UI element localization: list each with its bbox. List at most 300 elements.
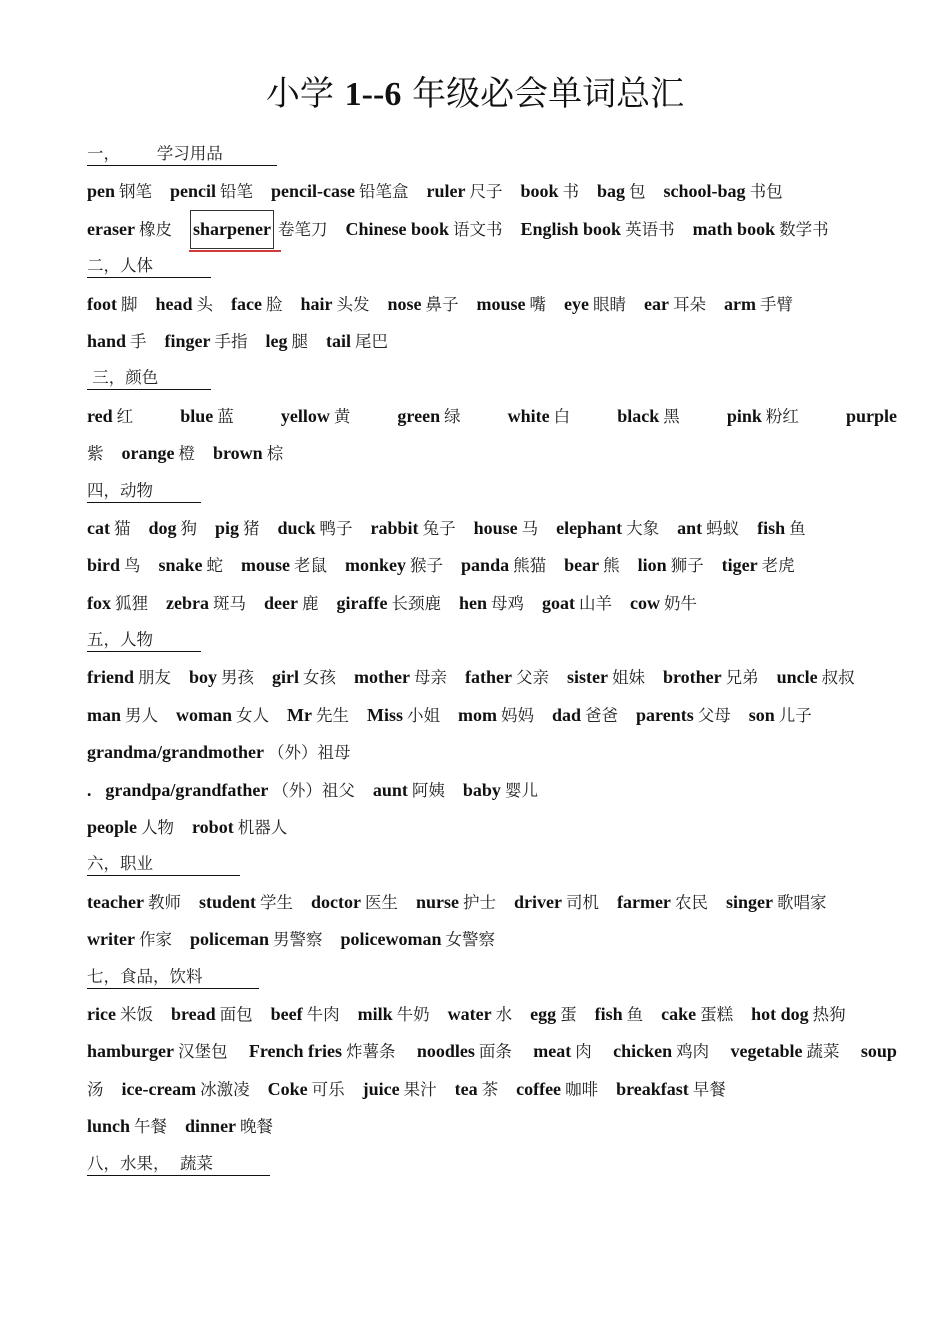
english-word: Chinese book	[345, 218, 449, 239]
english-word: foot	[87, 293, 117, 314]
section-heading-line	[87, 959, 897, 996]
vocab-entry	[595, 996, 644, 1033]
section-heading: 七，食品，饮料	[87, 966, 259, 989]
chinese-meaning: 蚂蚁	[706, 518, 740, 538]
english-word: ruler	[426, 181, 466, 202]
english-word: blue	[180, 405, 214, 426]
section-heading-line	[87, 1146, 897, 1183]
vocab-line	[87, 772, 897, 809]
english-word: cow	[629, 592, 660, 613]
chinese-meaning: 学生	[259, 892, 293, 912]
vocab-entry	[266, 323, 309, 360]
chinese-meaning: 咖啡	[565, 1079, 599, 1099]
vocab-entry	[638, 547, 704, 584]
english-word: hamburger	[87, 1041, 174, 1062]
english-word: meat	[533, 1041, 572, 1062]
english-word: head	[155, 293, 193, 314]
english-word: bag	[597, 181, 626, 202]
vocab-line	[87, 211, 897, 248]
english-word: mouse	[241, 555, 291, 576]
section-heading: 四，动物	[87, 480, 201, 503]
english-word: bear	[564, 555, 600, 576]
vocab-line	[87, 921, 897, 958]
section-heading: 一， 学习用品	[87, 143, 277, 166]
section-heading-line	[87, 473, 897, 510]
chinese-meaning: 书包	[749, 182, 783, 202]
english-word: noodles	[416, 1041, 475, 1062]
vocab-entry	[87, 547, 141, 584]
vocab-entry	[777, 659, 855, 696]
english-word: writer	[87, 929, 135, 950]
chinese-meaning: 狗	[180, 518, 197, 538]
chinese-meaning: 晚餐	[240, 1117, 274, 1137]
vocab-line	[87, 173, 897, 210]
vocab-entry	[617, 884, 708, 921]
vocab-entry	[644, 286, 706, 323]
chinese-meaning: 手臂	[759, 294, 793, 314]
chinese-meaning: 蛋	[560, 1004, 577, 1024]
english-word: fish	[757, 517, 786, 538]
english-word: policewoman	[340, 929, 442, 950]
english-word: student	[198, 891, 256, 912]
english-word: mother	[354, 667, 410, 688]
chinese-meaning: 猪	[243, 518, 260, 538]
vocab-entry	[617, 398, 680, 435]
english-word: tea	[454, 1078, 478, 1099]
vocab-entry	[87, 286, 138, 323]
chinese-meaning: 长颈鹿	[391, 593, 441, 613]
chinese-meaning: 卷笔刀	[277, 219, 328, 239]
vocab-line	[87, 1071, 897, 1108]
english-word: fish	[594, 1003, 623, 1024]
chinese-meaning: 红	[116, 406, 134, 426]
section-heading: 八，水果， 蔬菜	[87, 1153, 270, 1176]
vocab-entry	[616, 1071, 726, 1108]
vocab-entry	[455, 1071, 498, 1108]
vocab-entry	[87, 398, 133, 435]
vocab-entry	[278, 510, 353, 547]
vocab-entry	[861, 1033, 897, 1070]
english-word: milk	[357, 1003, 393, 1024]
chinese-meaning: 儿子	[778, 705, 812, 725]
vocab-entry	[105, 772, 355, 809]
chinese-meaning: 大象	[626, 518, 660, 538]
vocab-entry	[271, 173, 408, 210]
selected-word-highlight: sharpener	[190, 210, 274, 249]
chinese-meaning: 鸟	[124, 556, 141, 576]
chinese-meaning: 炸薯条	[346, 1042, 396, 1062]
vocab-entry	[542, 585, 612, 622]
chinese-meaning: 山羊	[578, 593, 612, 613]
chinese-meaning: 蔬菜	[806, 1042, 840, 1062]
english-word: mouse	[476, 293, 526, 314]
chinese-meaning: 熊猫	[513, 556, 547, 576]
chinese-meaning: 书	[562, 182, 580, 202]
english-word: grandpa/grandfather	[105, 779, 269, 800]
chinese-meaning: 医生	[364, 892, 398, 912]
vocab-entry	[271, 996, 340, 1033]
english-word: dog	[148, 517, 177, 538]
vocab-entry	[459, 585, 524, 622]
english-word: son	[748, 704, 775, 725]
chinese-meaning: 男人	[125, 705, 159, 725]
chinese-meaning: 眼睛	[593, 294, 627, 314]
chinese-meaning: 蛇	[206, 556, 224, 576]
english-word: water	[447, 1003, 492, 1024]
vocab-entry	[636, 697, 731, 734]
vocab-entry	[170, 173, 253, 210]
vocab-line	[87, 884, 897, 921]
chinese-meaning: （外）祖父	[272, 780, 355, 800]
english-word: elephant	[556, 517, 623, 538]
chinese-meaning: 男警察	[272, 930, 323, 950]
vocab-entry	[661, 996, 733, 1033]
vocab-entry	[461, 547, 546, 584]
english-word: pink	[726, 405, 762, 426]
chinese-meaning: 钢笔	[119, 182, 153, 202]
english-word: beef	[270, 1003, 303, 1024]
vocab-entry	[530, 996, 577, 1033]
vocab-entry	[311, 884, 398, 921]
english-word: snake	[158, 555, 203, 576]
vocab-line	[87, 659, 897, 696]
english-word: robot	[192, 817, 234, 838]
chinese-meaning: 朋友	[138, 668, 171, 688]
english-word: duck	[277, 517, 316, 538]
chinese-meaning: 紫	[87, 444, 104, 464]
english-word: Mr	[287, 704, 313, 725]
english-word: sister	[566, 667, 608, 688]
chinese-meaning: 机器人	[237, 818, 288, 838]
english-word: father	[465, 667, 512, 688]
english-word: arm	[724, 293, 756, 314]
section-heading-line	[87, 136, 897, 173]
vocab-entry	[516, 1071, 598, 1108]
chinese-meaning: 作家	[138, 930, 172, 950]
english-word: doctor	[310, 891, 361, 912]
chinese-meaning: 奶牛	[663, 593, 697, 613]
vocab-line	[87, 809, 897, 846]
vocab-line	[87, 734, 897, 771]
chinese-meaning: 牛奶	[396, 1004, 430, 1024]
chinese-meaning: 猴子	[410, 556, 444, 576]
vocab-entry	[508, 398, 571, 435]
vocab-entry	[427, 173, 503, 210]
english-word: pencil-case	[271, 181, 356, 202]
vocab-entry	[190, 210, 328, 249]
chinese-meaning: 语文书	[453, 219, 503, 239]
vocab-entry	[340, 921, 495, 958]
vocab-entry	[87, 809, 174, 846]
english-word: Coke	[267, 1078, 308, 1099]
vocab-entry	[215, 510, 260, 547]
vocab-entry	[564, 547, 620, 584]
vocab-entry	[474, 510, 539, 547]
english-word: rabbit	[370, 517, 419, 538]
chinese-meaning: 老鼠	[294, 556, 328, 576]
vocab-entry	[301, 286, 370, 323]
vocab-line	[87, 697, 897, 734]
chinese-meaning: 爸爸	[585, 705, 619, 725]
chinese-meaning: 鱼	[789, 518, 806, 538]
title-grade-range: 1--6	[344, 76, 402, 113]
chinese-meaning: 父亲	[515, 668, 549, 688]
vocab-entry	[213, 435, 283, 472]
vocab-entry	[159, 547, 224, 584]
chinese-meaning: 绿	[444, 406, 461, 426]
vocab-entry	[249, 1033, 396, 1070]
chinese-meaning: 手	[130, 331, 147, 351]
vocab-entry	[87, 510, 130, 547]
vocab-entry	[726, 884, 827, 921]
english-word: school-bag	[663, 181, 746, 202]
chinese-meaning: 午餐	[134, 1117, 168, 1137]
vocab-entry	[171, 996, 253, 1033]
chinese-meaning: 果汁	[403, 1079, 437, 1099]
chinese-meaning: （外）祖母	[268, 743, 351, 763]
vocab-entry	[533, 1033, 591, 1070]
english-word: fox	[87, 592, 111, 613]
vocab-entry	[597, 173, 646, 210]
english-word: goat	[541, 592, 575, 613]
vocab-entry	[231, 286, 282, 323]
chinese-meaning: 鱼	[626, 1004, 644, 1024]
english-word: breakfast	[616, 1078, 689, 1099]
vocab-entry	[751, 996, 846, 1033]
english-word: brother	[662, 667, 722, 688]
chinese-meaning: 老虎	[761, 556, 795, 576]
vocab-entry	[87, 1033, 228, 1070]
english-word: yellow	[280, 405, 330, 426]
vocab-entry	[354, 659, 447, 696]
vocab-entry	[677, 510, 739, 547]
chinese-meaning: 司机	[565, 892, 599, 912]
vocab-entry	[388, 286, 459, 323]
chinese-meaning: 棕	[266, 444, 284, 464]
chinese-meaning: 热狗	[812, 1004, 846, 1024]
english-word: aunt	[372, 779, 408, 800]
english-word: driver	[513, 891, 562, 912]
english-word: ear	[644, 293, 669, 314]
chinese-meaning: 蛋糕	[700, 1004, 734, 1024]
vocab-entry	[727, 398, 799, 435]
chinese-meaning: 橙	[178, 444, 195, 464]
vocab-entry	[731, 1033, 840, 1070]
chinese-meaning: 面包	[219, 1004, 253, 1024]
chinese-meaning: 姐妹	[611, 668, 645, 688]
vocab-entry	[199, 884, 293, 921]
chinese-meaning: 脸	[266, 294, 283, 314]
english-word: tiger	[721, 555, 758, 576]
vocab-entry	[664, 173, 783, 210]
chinese-meaning: 腿	[291, 331, 309, 351]
chinese-meaning: 白	[553, 406, 571, 426]
vocab-entry	[87, 734, 351, 771]
chinese-meaning: 婴儿	[504, 780, 538, 800]
chinese-meaning: 包	[629, 182, 646, 202]
english-word: dad	[552, 704, 582, 725]
vocab-entry	[521, 211, 675, 248]
english-word: people	[87, 817, 138, 838]
chinese-meaning: 狐狸	[115, 593, 148, 613]
vocab-entry	[122, 435, 196, 472]
vocab-entry	[722, 547, 795, 584]
chinese-meaning: 母鸡	[490, 593, 524, 613]
english-word: cat	[87, 517, 110, 538]
english-word: book	[520, 181, 559, 202]
chinese-meaning: 小姐	[407, 705, 441, 725]
english-word: zebra	[166, 592, 209, 613]
title-suffix: 年级必会单词总汇	[401, 74, 685, 114]
chinese-meaning: 早餐	[692, 1079, 726, 1099]
english-word: pencil	[170, 181, 217, 202]
chinese-meaning: 教师	[147, 892, 181, 912]
chinese-meaning: 父母	[697, 705, 731, 725]
english-word: purple	[845, 405, 897, 426]
vocab-entry	[87, 996, 153, 1033]
chinese-meaning: 黑	[663, 406, 680, 426]
chinese-meaning: 铅笔盒	[359, 182, 409, 202]
english-word: coffee	[516, 1078, 562, 1099]
section-heading-line	[87, 248, 897, 285]
english-word: red	[87, 405, 113, 426]
chinese-meaning: 橡皮	[138, 219, 172, 239]
chinese-meaning: 数学书	[779, 219, 829, 239]
chinese-meaning: 男孩	[221, 668, 255, 688]
vocab-entry	[189, 659, 254, 696]
section-heading: 二，人体	[87, 255, 211, 278]
vocab-entry	[749, 697, 812, 734]
chinese-meaning: 头	[196, 294, 214, 314]
english-word: white	[507, 405, 550, 426]
english-word: parents	[636, 704, 694, 725]
english-word: finger	[164, 330, 211, 351]
chinese-meaning: 面条	[478, 1042, 512, 1062]
english-word: Miss	[367, 704, 404, 725]
vocab-line	[87, 547, 897, 584]
vocab-entry	[166, 585, 246, 622]
vocab-entry	[564, 286, 626, 323]
chinese-meaning: 牛肉	[306, 1004, 340, 1024]
english-word: girl	[272, 667, 300, 688]
vocab-entry	[724, 286, 793, 323]
vocab-line	[87, 323, 897, 360]
vocab-entry	[87, 697, 158, 734]
vocab-entry	[122, 1071, 250, 1108]
chinese-meaning: 狮子	[670, 556, 704, 576]
chinese-meaning: 母亲	[414, 668, 447, 688]
english-word: teacher	[87, 891, 144, 912]
chinese-meaning: 斑马	[212, 593, 246, 613]
english-word: soup	[860, 1041, 897, 1062]
chinese-meaning: 头发	[336, 294, 370, 314]
english-word: hair	[300, 293, 333, 314]
vocab-entry	[567, 659, 645, 696]
vocab-entry	[613, 1033, 709, 1070]
vocab-entry	[463, 772, 538, 809]
english-word: face	[231, 293, 262, 314]
chinese-meaning: 米饭	[119, 1004, 153, 1024]
english-word: ant	[677, 517, 703, 538]
vocab-line	[87, 1108, 897, 1145]
english-word: vegetable	[730, 1041, 803, 1062]
english-word: eye	[564, 293, 590, 314]
chinese-meaning: 农民	[674, 892, 708, 912]
chinese-meaning: 兄弟	[725, 668, 759, 688]
english-word: bird	[87, 555, 121, 576]
chinese-meaning: 肉	[575, 1042, 592, 1062]
vocab-entry	[87, 1071, 104, 1108]
english-word: ice-cream	[121, 1078, 197, 1099]
english-word: tail	[326, 330, 352, 351]
chinese-meaning: 熊	[603, 556, 620, 576]
chinese-meaning: 冰激凌	[200, 1079, 250, 1099]
vocab-entry	[190, 921, 323, 958]
english-word: mom	[458, 704, 498, 725]
section-heading-line	[87, 846, 897, 883]
english-word: nurse	[415, 891, 459, 912]
english-word: French fries	[248, 1041, 343, 1062]
vocab-entry	[552, 697, 618, 734]
vocab-entry	[373, 772, 445, 809]
vocab-entry	[87, 173, 152, 210]
english-word: green	[397, 405, 441, 426]
section-heading-line	[87, 360, 897, 397]
vocab-entry	[185, 1108, 273, 1145]
chinese-meaning: 鼻子	[425, 294, 459, 314]
vocab-line	[87, 286, 897, 323]
chinese-meaning: 女孩	[303, 668, 337, 688]
chinese-meaning: 铅笔	[220, 182, 254, 202]
vocab-entry	[556, 510, 659, 547]
vocab-entry	[241, 547, 327, 584]
chinese-meaning: 马	[521, 518, 539, 538]
vocab-entry	[521, 173, 580, 210]
vocab-entry	[272, 659, 336, 696]
chinese-meaning: 汤	[87, 1079, 104, 1099]
chinese-meaning: 人物	[141, 818, 175, 838]
chinese-meaning: 耳朵	[673, 294, 706, 314]
english-word: farmer	[616, 891, 671, 912]
english-word: uncle	[776, 667, 818, 688]
chinese-meaning: 蓝	[217, 406, 234, 426]
vocab-entry	[87, 659, 171, 696]
vocab-line	[87, 585, 897, 622]
english-word: man	[87, 704, 122, 725]
vocab-entry	[268, 1071, 345, 1108]
title-prefix: 小学	[265, 74, 345, 114]
vocab-entry	[630, 585, 697, 622]
english-word: rice	[87, 1003, 116, 1024]
english-word: friend	[87, 667, 134, 688]
english-word: chicken	[613, 1041, 673, 1062]
english-word: woman	[176, 704, 233, 725]
chinese-meaning: 鸡肉	[676, 1042, 710, 1062]
vocab-entry	[416, 884, 496, 921]
section-heading: 六，职业	[87, 853, 240, 876]
chinese-meaning: 脚	[121, 294, 138, 314]
english-word: baby	[462, 779, 501, 800]
bullet-dot: .	[87, 779, 92, 800]
vocab-entry	[165, 323, 248, 360]
english-word: leg	[265, 330, 288, 351]
vocab-entry	[363, 1071, 437, 1108]
chinese-meaning: 妈妈	[501, 705, 535, 725]
english-word: deer	[263, 592, 298, 613]
english-word: monkey	[345, 555, 407, 576]
english-word: lunch	[87, 1116, 131, 1137]
vocab-line	[87, 1033, 897, 1070]
